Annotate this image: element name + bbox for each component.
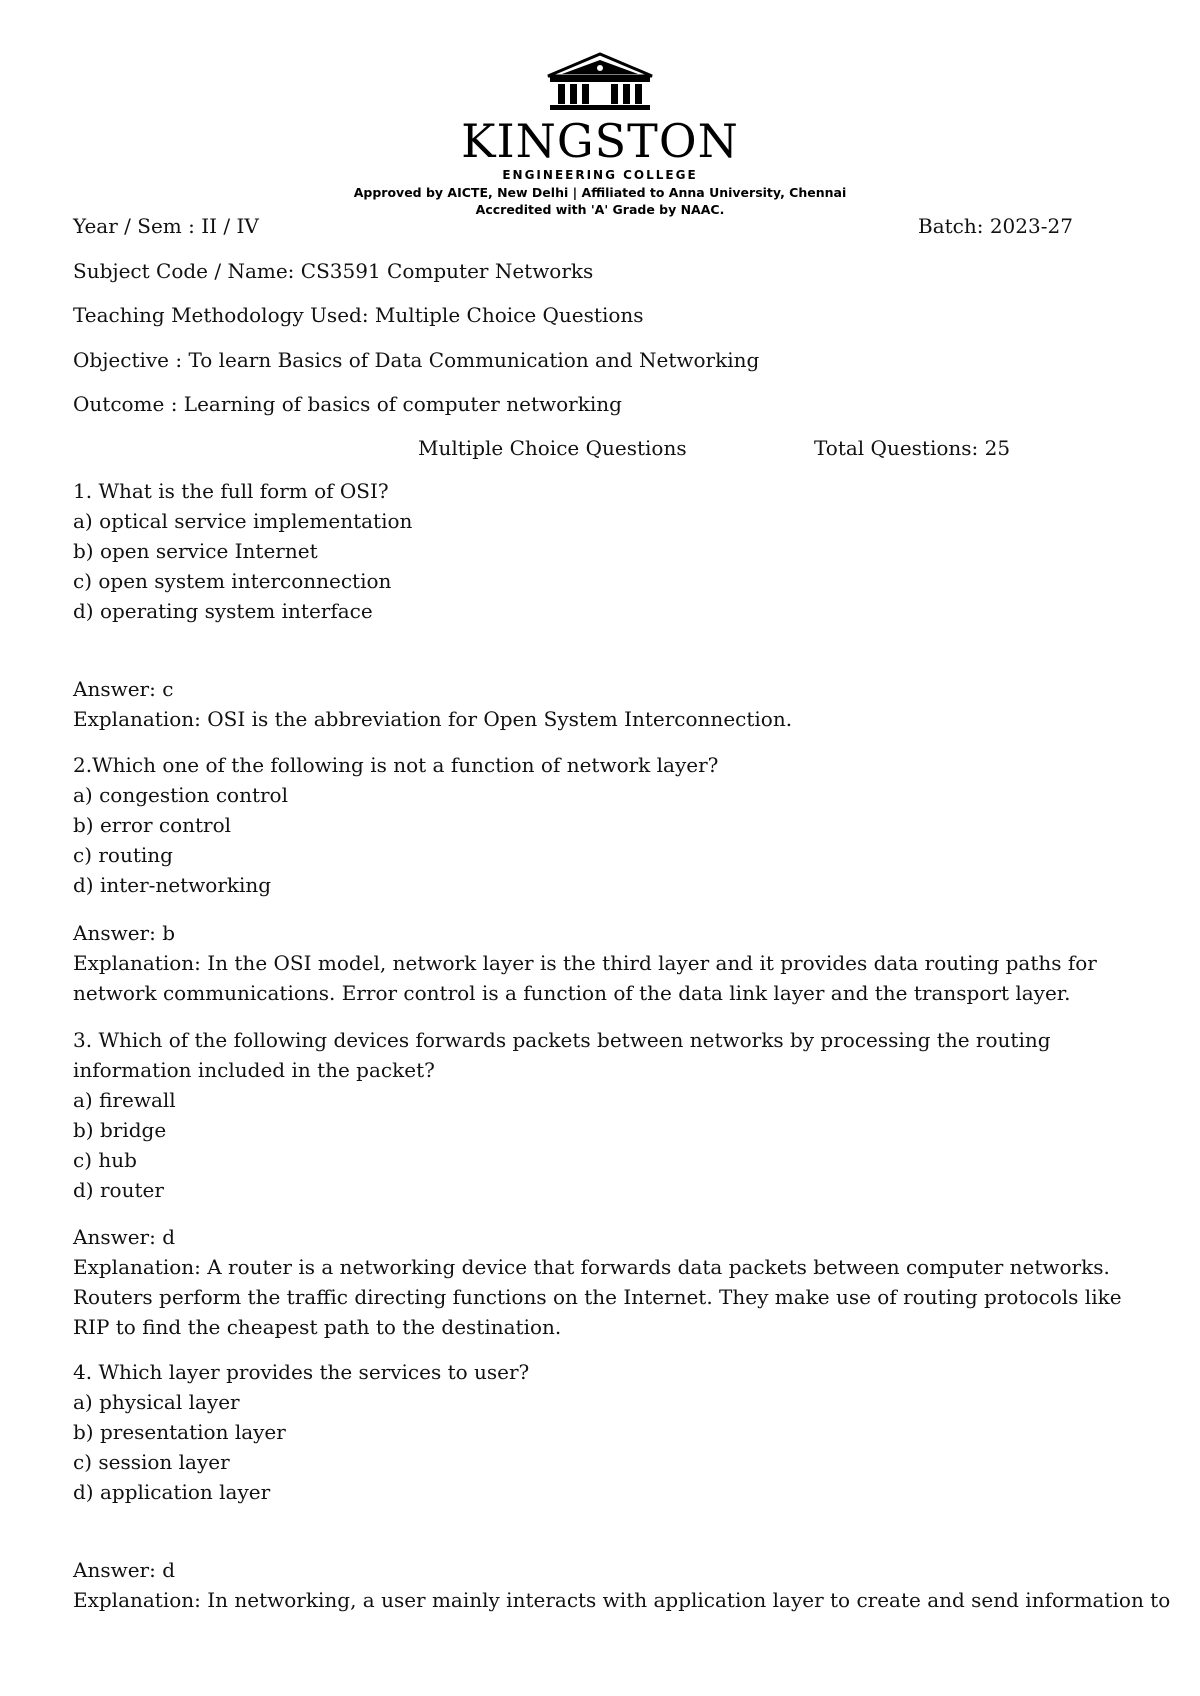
approval-line-1: Approved by AICTE, New Delhi | Affiliated to Anna University, Chennai [353, 185, 847, 200]
outcome: Outcome : Learning of basics of computer networking [73, 392, 622, 416]
college-subtitle: ENGINEERING COLLEGE [502, 168, 698, 182]
building-icon [540, 52, 660, 114]
option: c) open system interconnection [73, 569, 392, 593]
answer: Answer: c [73, 677, 174, 701]
option: d) router [73, 1178, 164, 1202]
objective: Objective : To learn Basics of Data Communication and Networking [73, 348, 760, 372]
question-text: 1. What is the full form of OSI? [73, 479, 389, 503]
explanation: Explanation: In the OSI model, network layer is the third layer and it provides data routing paths for network communications. Error control is a function of the data link layer and the transport layer. [73, 951, 1097, 1005]
option: c) routing [73, 843, 173, 867]
answer-block-3 [73, 1222, 1138, 1342]
option: a) congestion control [73, 783, 288, 807]
section-title: Multiple Choice Questions [418, 436, 687, 460]
approval-line-2: Accredited with 'A' Grade by NAAC. [475, 202, 725, 217]
methodology: Teaching Methodology Used: Multiple Choice Questions [73, 303, 644, 327]
question-block-3 [73, 1025, 1138, 1205]
option: d) inter-networking [73, 873, 272, 897]
explanation: Explanation: A router is a networking device that forwards data packets between computer networks. Routers perform the traffic directing functions on the Internet. They make use of routing protocols like RIP to find the cheapest path to the destination. [73, 1255, 1122, 1339]
question-text: 3. Which of the following devices forwards packets between networks by processing the routing information included in the packet? [73, 1028, 1051, 1082]
option: b) error control [73, 813, 232, 837]
question-text: 4. Which layer provides the services to user? [73, 1360, 530, 1384]
option: a) physical layer [73, 1390, 240, 1414]
subject: Subject Code / Name: CS3591 Computer Networks [73, 259, 594, 283]
option: c) session layer [73, 1450, 230, 1474]
option: d) operating system interface [73, 599, 373, 623]
option: d) application layer [73, 1480, 271, 1504]
college-logo [0, 52, 1200, 114]
option: b) presentation layer [73, 1420, 286, 1444]
question-block-2 [73, 750, 1138, 900]
answer-block-2 [73, 918, 1138, 1008]
total-questions: Total Questions: 25 [814, 436, 1011, 460]
question-block-4 [73, 1357, 1138, 1507]
answer-block-4 [73, 1555, 1171, 1615]
question-text: 2.Which one of the following is not a function of network layer? [73, 753, 719, 777]
option: c) hub [73, 1148, 137, 1172]
option: a) firewall [73, 1088, 176, 1112]
explanation: Explanation: OSI is the abbreviation for Open System Interconnection. [73, 707, 793, 731]
batch: Batch: 2023-27 [918, 214, 1073, 238]
approval-text [0, 184, 1200, 218]
answer: Answer: b [73, 921, 176, 945]
option: b) open service Internet [73, 539, 318, 563]
option: a) optical service implementation [73, 509, 413, 533]
college-name: KINGSTON [461, 114, 739, 168]
option: b) bridge [73, 1118, 167, 1142]
year-sem: Year / Sem : II / IV [73, 214, 259, 238]
answer: Answer: d [73, 1558, 176, 1582]
answer: Answer: d [73, 1225, 176, 1249]
question-block-1 [73, 476, 1138, 626]
answer-block-1 [73, 674, 1138, 734]
explanation: Explanation: In networking, a user mainly interacts with application layer to create and send information to [73, 1588, 1171, 1612]
